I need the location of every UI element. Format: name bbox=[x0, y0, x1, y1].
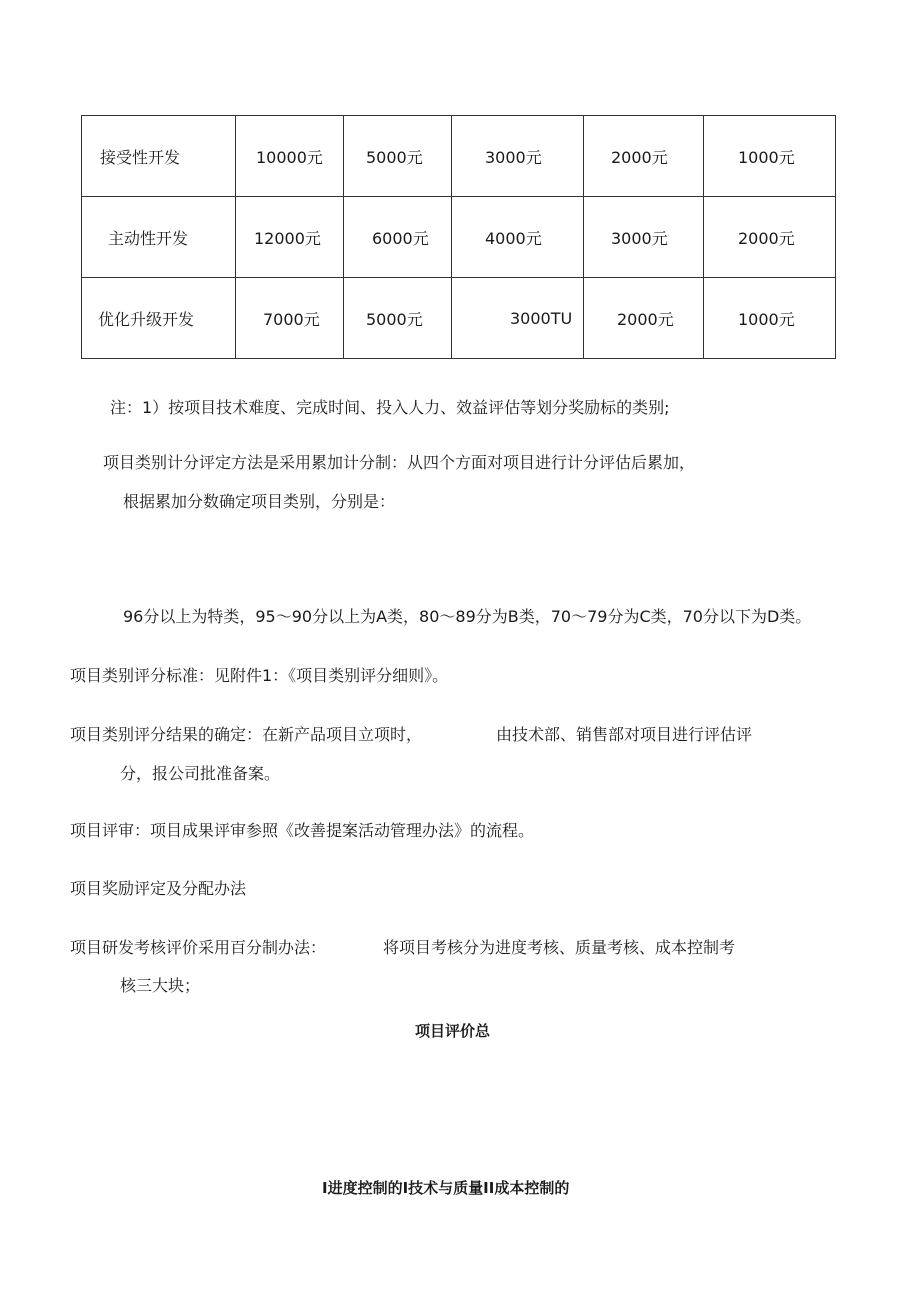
method-paragraph-cont: 根据累加分数确定项目类别，分别是： bbox=[123, 492, 396, 511]
scoring-standard: 项目类别评分标准：见附件1：《项目类别评分细则》。 bbox=[70, 666, 449, 685]
scoring-result-cont: 分，报公司批准备案。 bbox=[120, 764, 281, 783]
table-cell: 1000元 bbox=[704, 116, 836, 197]
control-headings: I进度控制的I技术与质量II成本控制的 bbox=[322, 1179, 570, 1197]
table-cell: 6000元 bbox=[344, 197, 452, 278]
table-cell: 2000元 bbox=[704, 197, 836, 278]
table-cell: 3000元 bbox=[584, 197, 704, 278]
table-cell: 12000元 bbox=[236, 197, 344, 278]
table-cell: 2000元 bbox=[584, 278, 704, 359]
table-cell: 优化升级开发 bbox=[82, 278, 236, 359]
table-cell: 5000元 bbox=[344, 278, 452, 359]
table-cell: 1000元 bbox=[704, 278, 836, 359]
table-row bbox=[82, 197, 836, 278]
table-row bbox=[82, 278, 836, 359]
note-paragraph: 注：1）按项目技术难度、完成时间、投入人力、效益评估等划分奖励标的类别; bbox=[110, 398, 670, 417]
table-cell: 主动性开发 bbox=[82, 197, 236, 278]
table-cell: 3000TU bbox=[452, 278, 584, 359]
scoring-result-part1: 项目类别评分结果的确定：在新产品项目立项时， bbox=[70, 725, 423, 744]
table-cell: 2000元 bbox=[584, 116, 704, 197]
project-review: 项目评审：项目成果评审参照《改善提案活动管理办法》的流程。 bbox=[70, 821, 535, 840]
method-paragraph: 项目类别计分评定方法是采用累加计分制：从四个方面对项目进行计分评估后累加， bbox=[103, 453, 696, 472]
table-cell: 10000元 bbox=[236, 116, 344, 197]
table-cell: 7000元 bbox=[236, 278, 344, 359]
table-cell: 4000元 bbox=[452, 197, 584, 278]
table-row bbox=[82, 116, 836, 197]
category-thresholds: 96分以上为特类，95〜90分以上为A类，80〜89分为B类，70〜79分为C类，70分以下为D类。 bbox=[123, 607, 812, 626]
assessment-cont: 核三大块； bbox=[120, 976, 201, 995]
table-cell: 接受性开发 bbox=[82, 116, 236, 197]
summary-title: 项目评价总 bbox=[415, 1022, 491, 1040]
table-cell: 5000元 bbox=[344, 116, 452, 197]
assessment-part2: 将项目考核分为进度考核、质量考核、成本控制考 bbox=[383, 938, 736, 957]
reward-table bbox=[81, 115, 836, 359]
assessment-part1: 项目研发考核评价采用百分制办法： bbox=[70, 938, 327, 957]
table-cell: 3000元 bbox=[452, 116, 584, 197]
scoring-result-part2: 由技术部、销售部对项目进行评估评 bbox=[496, 725, 753, 744]
reward-method-heading: 项目奖励评定及分配办法 bbox=[70, 879, 247, 898]
